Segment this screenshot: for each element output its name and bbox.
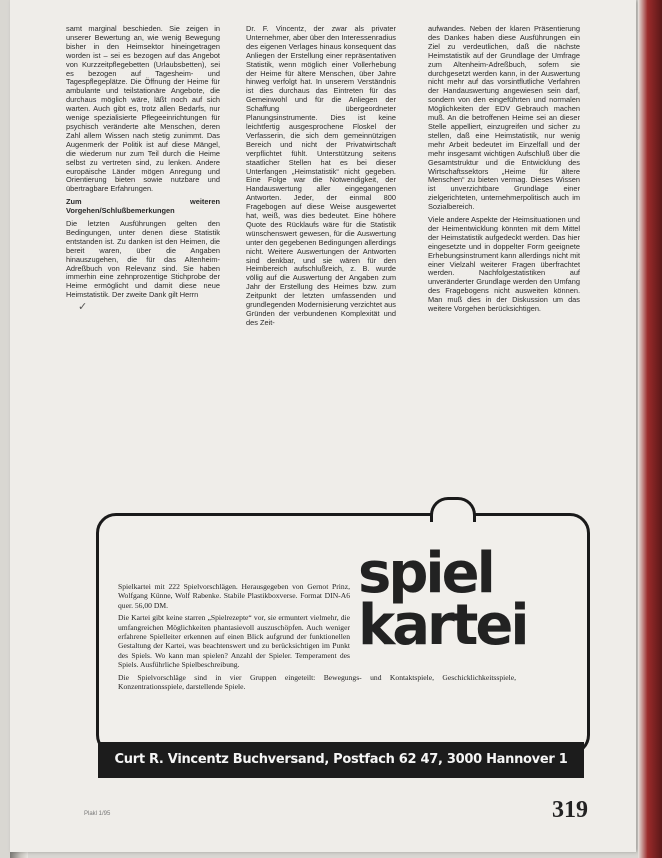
ad-paragraph: Spielkartei mit 222 Spielvorschlägen. Herausgegeben von Gernot Prinz, Wolfgang Künne, Wolf Rabenke. Stabile Plastikboxverse. Format DIN-A6 quer. 56,00 DM. <box>118 582 350 610</box>
paragraph: Dr. F. Vincentz, der zwar als privater Unternehmer, aber über den Interessenradius des eigenen Verlages hinaus konsequent das Anliegen der Erstellung einer repräsentativen Statistik, wenn möglich einer Vollerhebung der Heime für ältere Menschen, über Jahre hinweg verfolgt hat. In unserem Verständnis ist dies durchaus das Eintreten für das Gemeinwohl und für die Anliegen der Schaffung übergeordneter Planungsinstrumente. Dies ist keine leichtfertig ausgesprochene Floskel der Verfasserin, die sich dem gemeinnützigen Bereich und nicht der Privatwirtschaft verpflichtet fühlt. Unterstützung seitens staatlicher Stellen hat es bei dieser Unterfangen „Heimstatistik“ nicht gegeben. Eine Folge war die Notwendigkeit, der Handauswertung aller eingegangenen Antworten. Jeder, der einmal 800 Fragebogen auf diese Weise ausgewertet hat, weiß, was dies bedeutet. Eine höhere Quote des Rücklaufs wäre für die Statistik wünschenswert gewesen, für die Auswertung unter den gegebenen Bedingungen allerdings nicht. Weitere Auswertungen der Antworten sind denkbar, und sie wären für den Heimbereich aufschlußreich, z. B. wurde völlig auf die Auswertung der Angaben zum Jahr der Erstellung des Heimes bzw. zum Zeitpunkt der letzten umfassenden und grundlegenden Modernisierung verzichtet aus Gründen der verbundenen Komplexität und des Zeit- <box>246 24 396 327</box>
text-column-2 <box>246 25 396 332</box>
page-edge <box>638 0 662 858</box>
text-column-3 <box>428 25 580 318</box>
handwritten-mark: ✓ <box>78 301 88 313</box>
page-number: 319 <box>552 797 588 823</box>
publisher-banner: Curt R. Vincentz Buchversand, Postfach 62 47, 3000 Hannover 1 <box>98 742 584 778</box>
logo-line-1: spiel <box>358 541 493 606</box>
section-heading: Zum weiteren Vorgehen/Schlußbemerkungen <box>66 197 220 216</box>
paragraph: Viele andere Aspekte der Heimsituationen und der Heimentwicklung könnten mit dem Mittel der Heimstatistik aufgedeckt werden. Das hier eingesetzte und in doppelter Form geeignete Erhebungsinstrument kann allerdings nicht mit einer Vielzahl weiterer Fragen überfrachtet werden. Nachfolgestatistiken auf unveränderter Grundlage werden den Umfang des Fragebogens nicht ausweiten können. Man muß dies in der Diskussion um das weitere Vorgehen berücksichtigen. <box>428 215 580 314</box>
ad-paragraph: Die Kartei gibt keine starren „Spielrezepte“ vor, sie ermuntert vielmehr, die umfangreichen Möglichkeiten phantasievoll auszuschöpfen. Auch weniger erfahrene Spielleiter erkennen auf einen Blick aufgrund der funktionellen Gestaltung der Kartei, was beachtenswert und zu berücksichtigen im Punkt des Spiels. Wo kann man spielen? Anzahl der Spieler. Temperament des Spiels. Ausführliche Spielbeschreibung. <box>118 613 350 670</box>
paragraph: samt marginal beschieden. Sie zeigen in unserer Bewertung an, wie wenig Bewegung bisher in den Heimsektor hineingetragen worden ist – sei es bezogen auf das Angebot von Kurzzeitpflegebetten (Urlaubsbetten), sei es bezogen auf Tagesheim- und Tagespflegeplätze. Die Öffnung der Heime für ambulante und teilstationäre Angebote, die durchaus möglich wäre, läßt noch auf sich warten. Auch gibt es, trotz allen Bedarfs, nur wenige spezialisierte Pflegeeinrichtungen für psychisch veränderte alte Menschen, deren Zahl allem Wissen nach stetig zunimmt. Das Augenmerk der Politik ist auf diese Mängel, die wiederum nur zum Teil durch die Heime selbst zu vertreten sind, zu lenken. Andere europäische Länder mögen Anregung und Orientierung bieten sowie nutzbare und übertragbare Erfahrungen. <box>66 24 220 194</box>
logo-line-2: kartei <box>358 593 527 658</box>
speech-bubble-tail <box>430 497 476 522</box>
paragraph: Die letzten Ausführungen gelten den Bedingungen, unter denen diese Statistik entstanden ist. Zu danken ist den Heimen, die bereit waren, über die Angaben hinauszugehen, die für das Altenheim-Adreßbuch von Relevanz sind. Sie haben immerhin eine zehnprozentige Stichprobe der Heime ermöglicht und damit diese neue Heimstatistik. Der zweite Dank gilt Herrn <box>66 219 220 300</box>
text-column-1 <box>66 25 220 304</box>
advertisement-text <box>118 582 516 694</box>
ad-paragraph: Die Spielvorschläge sind in vier Gruppen eingeteilt: Bewegungs- und Kontaktspiele, Geschicklichkeitsspiele, Konzentrationsspiele, darstellende Spiele. <box>118 672 516 692</box>
footer-mark: Plakl 1/95 <box>84 811 111 817</box>
paragraph: aufwandes. Neben der klaren Präsentierung des Dankes haben diese Ausführungen ein Ziel zu verdeutlichen, daß die nächste Heimstatistik auf der Grundlage der Umfrage zum Altenheim-Adreßbuch, sofern sie durchgesetzt werden kann, in der Auswertung nicht mehr auf das vorsintflutliche Verfahren der Handauswertung angewiesen sein darf, sondern von den eingeführten und normalen Möglichkeiten der EDV Gebrauch machen muß. An die betroffenen Heime sei an dieser Stelle appelliert, einzugreifen und sicher zu stellen, daß eine Heimstatistik, nur wenig mehr Arbeit bedeutet im Einzelfall und der mehr insgesamt wichtigen Aufschluß über die Gesamtstruktur und die Entwicklung des Wirtschaftssektors „Heime für ältere Menschen“ zu bieten vermag. Dieses Wissen ist unverzichtbare Grundlage einer zielgerichteten, unternehmerpolitisch auch im Sozialbereich. <box>428 24 580 212</box>
spielkartei-logo <box>358 541 527 658</box>
